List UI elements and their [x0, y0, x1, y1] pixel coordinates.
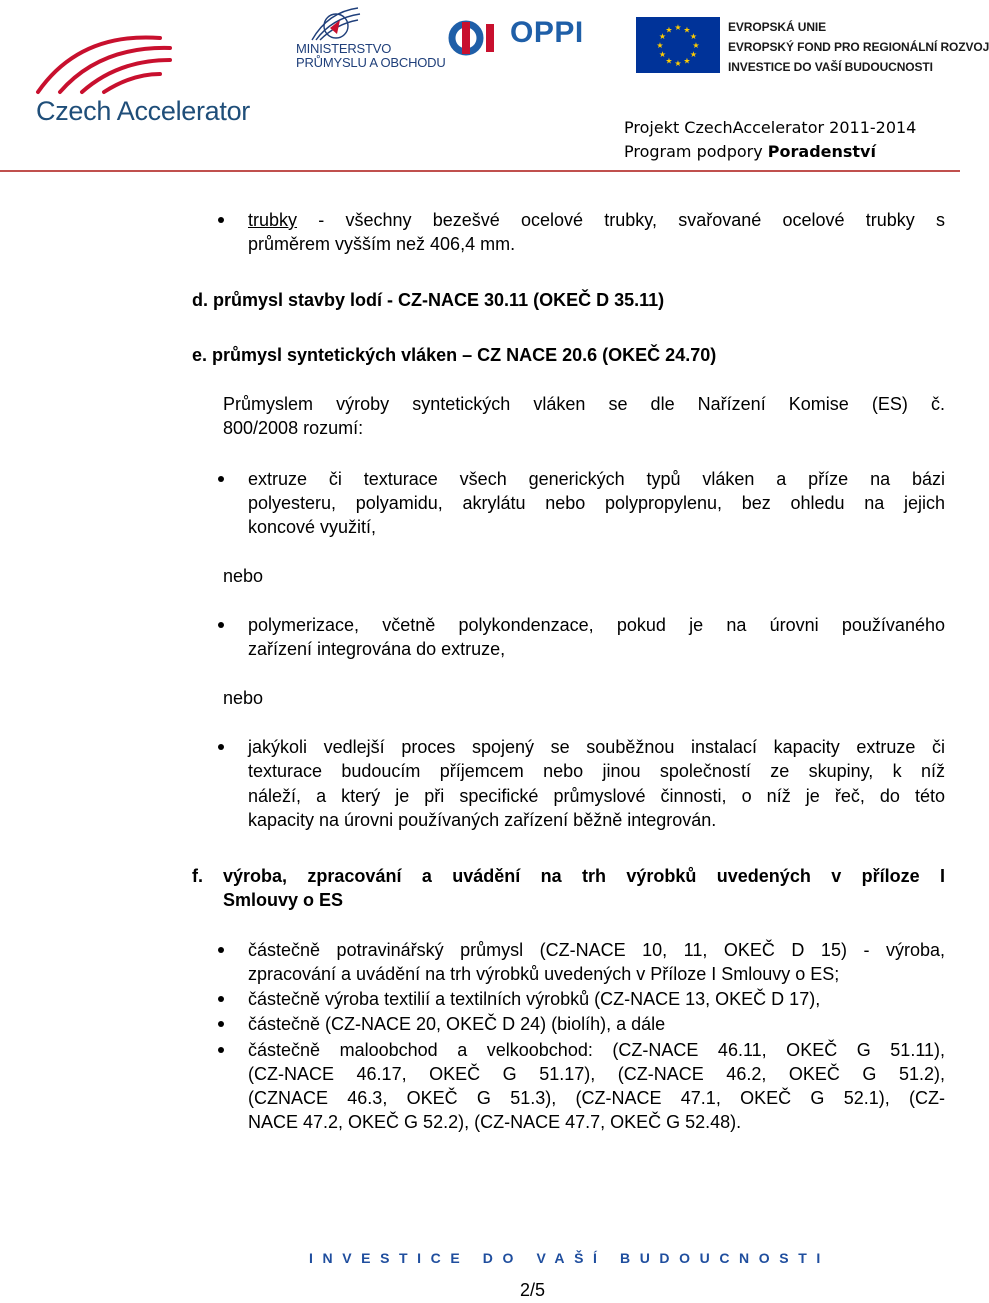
section-heading-e: e. průmysl syntetických vláken – CZ NACE 20.6 (OKEČ 24.70)	[192, 345, 717, 365]
czech-accelerator-wordmark: Czech Accelerator	[36, 96, 250, 126]
project-title: Projekt CzechAccelerator 2011-2014	[624, 118, 917, 137]
paragraph-line: částečně potravinářský průmysl (CZ-NACE 10, 11, OKEČ D 15) - výroba,	[248, 940, 945, 960]
section-heading-f: výroba, zpracování a uvádění na trh výrobků uvedených v příloze I	[223, 866, 945, 886]
paragraph-line: trubky - všechny bezešvé ocelové trubky, svařované ocelové trubky s	[248, 210, 945, 230]
svg-text:★: ★	[665, 56, 673, 66]
bullet-icon	[218, 217, 224, 223]
svg-text:★: ★	[683, 25, 691, 35]
paragraph-line: polymerizace, včetně polykondenzace, pokud je na úrovni používaného	[248, 615, 945, 635]
svg-text:★: ★	[689, 50, 698, 59]
paragraph-line: náleží, a který je při specifické průmyslové činnosti, o níž je řeč, do této	[248, 786, 945, 806]
paragraph-line: průměrem vyšším než 406,4 mm.	[248, 234, 516, 254]
section-heading-f: Smlouvy o ES	[223, 890, 344, 910]
program-title: Program podpory Poradenství	[624, 142, 876, 161]
term-trubky: trubky	[248, 210, 298, 230]
paragraph-line: Průmyslem výroby syntetických vláken se dle Nařízení Komise (ES) č.	[223, 394, 945, 414]
paragraph-line: koncové využití,	[248, 517, 377, 537]
paragraph-line: kapacity na úrovni používaných zařízení běžně integrován.	[248, 810, 717, 830]
svg-text:★: ★	[674, 23, 682, 32]
eu-text-line: INVESTICE DO VAŠÍ BUDOUCNOSTI	[728, 60, 933, 74]
paragraph-line: texturace budoucím příjemcem nebo jinou společností ze skupiny, k níž	[248, 761, 945, 781]
svg-text:★: ★	[683, 56, 691, 66]
eu-text-line: EVROPSKÁ UNIE	[728, 20, 827, 34]
page-number: 2/5	[520, 1280, 546, 1300]
bullet-icon	[218, 744, 224, 750]
svg-text:★: ★	[658, 32, 667, 41]
paragraph-line: (CZ-NACE 46.17, OKEČ G 51.17), (CZ-NACE 46.2, OKEČ G 51.2),	[248, 1064, 945, 1084]
ministry-name-line: PRŮMYSLU A OBCHODU	[296, 55, 446, 70]
svg-text:★: ★	[689, 32, 698, 41]
paragraph-line: jakýkoli vedlejší proces spojený se souběžnou instalací kapacity extruze či	[248, 737, 945, 757]
section-heading-d: d. průmysl stavby lodí - CZ-NACE 30.11 (OKEČ D 35.11)	[192, 290, 665, 310]
bullet-icon	[218, 1021, 224, 1027]
paragraph-line: zpracování a uvádění na trh výrobků uvedených v Příloze I Smlouvy o ES;	[248, 964, 840, 984]
connector-nebo: nebo	[223, 688, 264, 708]
bullet-icon	[218, 622, 224, 628]
section-label-f: f.	[192, 866, 203, 886]
connector-nebo: nebo	[223, 566, 264, 586]
paragraph-line: NACE 47.2, OKEČ G 52.2), (CZ-NACE 47.7, OKEČ G 52.48).	[248, 1112, 742, 1132]
ministry-name-line: MINISTERSTVO	[296, 41, 392, 56]
bullet-icon	[218, 947, 224, 953]
paragraph-line: (CZNACE 46.3, OKEČ G 51.3), (CZ-NACE 47.1, OKEČ G 52.1), (CZ-	[248, 1088, 945, 1108]
oppi-wordmark: OPPI	[510, 16, 584, 49]
page-header	[0, 0, 989, 172]
paragraph-line: polyesteru, polyamidu, akrylátu nebo polypropylenu, bez ohledu na jejich	[248, 493, 945, 513]
svg-text:★: ★	[656, 41, 664, 50]
paragraph-line: extruze či texturace všech generických typů vláken a příze na bázi	[248, 469, 945, 489]
oppi-logo-icon	[448, 14, 500, 62]
paragraph-line: 800/2008 rozumí:	[223, 418, 364, 438]
svg-text:★: ★	[692, 41, 700, 50]
svg-text:★: ★	[665, 25, 673, 35]
eu-flag-icon	[636, 17, 720, 73]
paragraph-line: částečně (CZ-NACE 20, OKEČ D 24) (biolíh), a dále	[248, 1014, 666, 1034]
bullet-icon	[218, 476, 224, 482]
paragraph-line: částečně maloobchod a velkoobchod: (CZ-NACE 46.11, OKEČ G 51.11),	[248, 1040, 945, 1060]
bullet-icon	[218, 996, 224, 1002]
svg-text:★: ★	[674, 59, 682, 68]
svg-text:★: ★	[658, 50, 667, 59]
paragraph-line: zařízení integrována do extruze,	[248, 639, 506, 659]
program-name: Poradenství	[767, 142, 876, 161]
bullet-icon	[218, 1047, 224, 1053]
eu-text-line: EVROPSKÝ FOND PRO REGIONÁLNÍ ROZVOJ	[728, 40, 989, 54]
footer-slogan: INVESTICE DO VAŠÍ BUDOUCNOSTI	[309, 1250, 830, 1266]
paragraph-line: částečně výroba textilií a textilních výrobků (CZ-NACE 13, OKEČ D 17),	[248, 989, 821, 1009]
header-divider	[0, 170, 960, 172]
